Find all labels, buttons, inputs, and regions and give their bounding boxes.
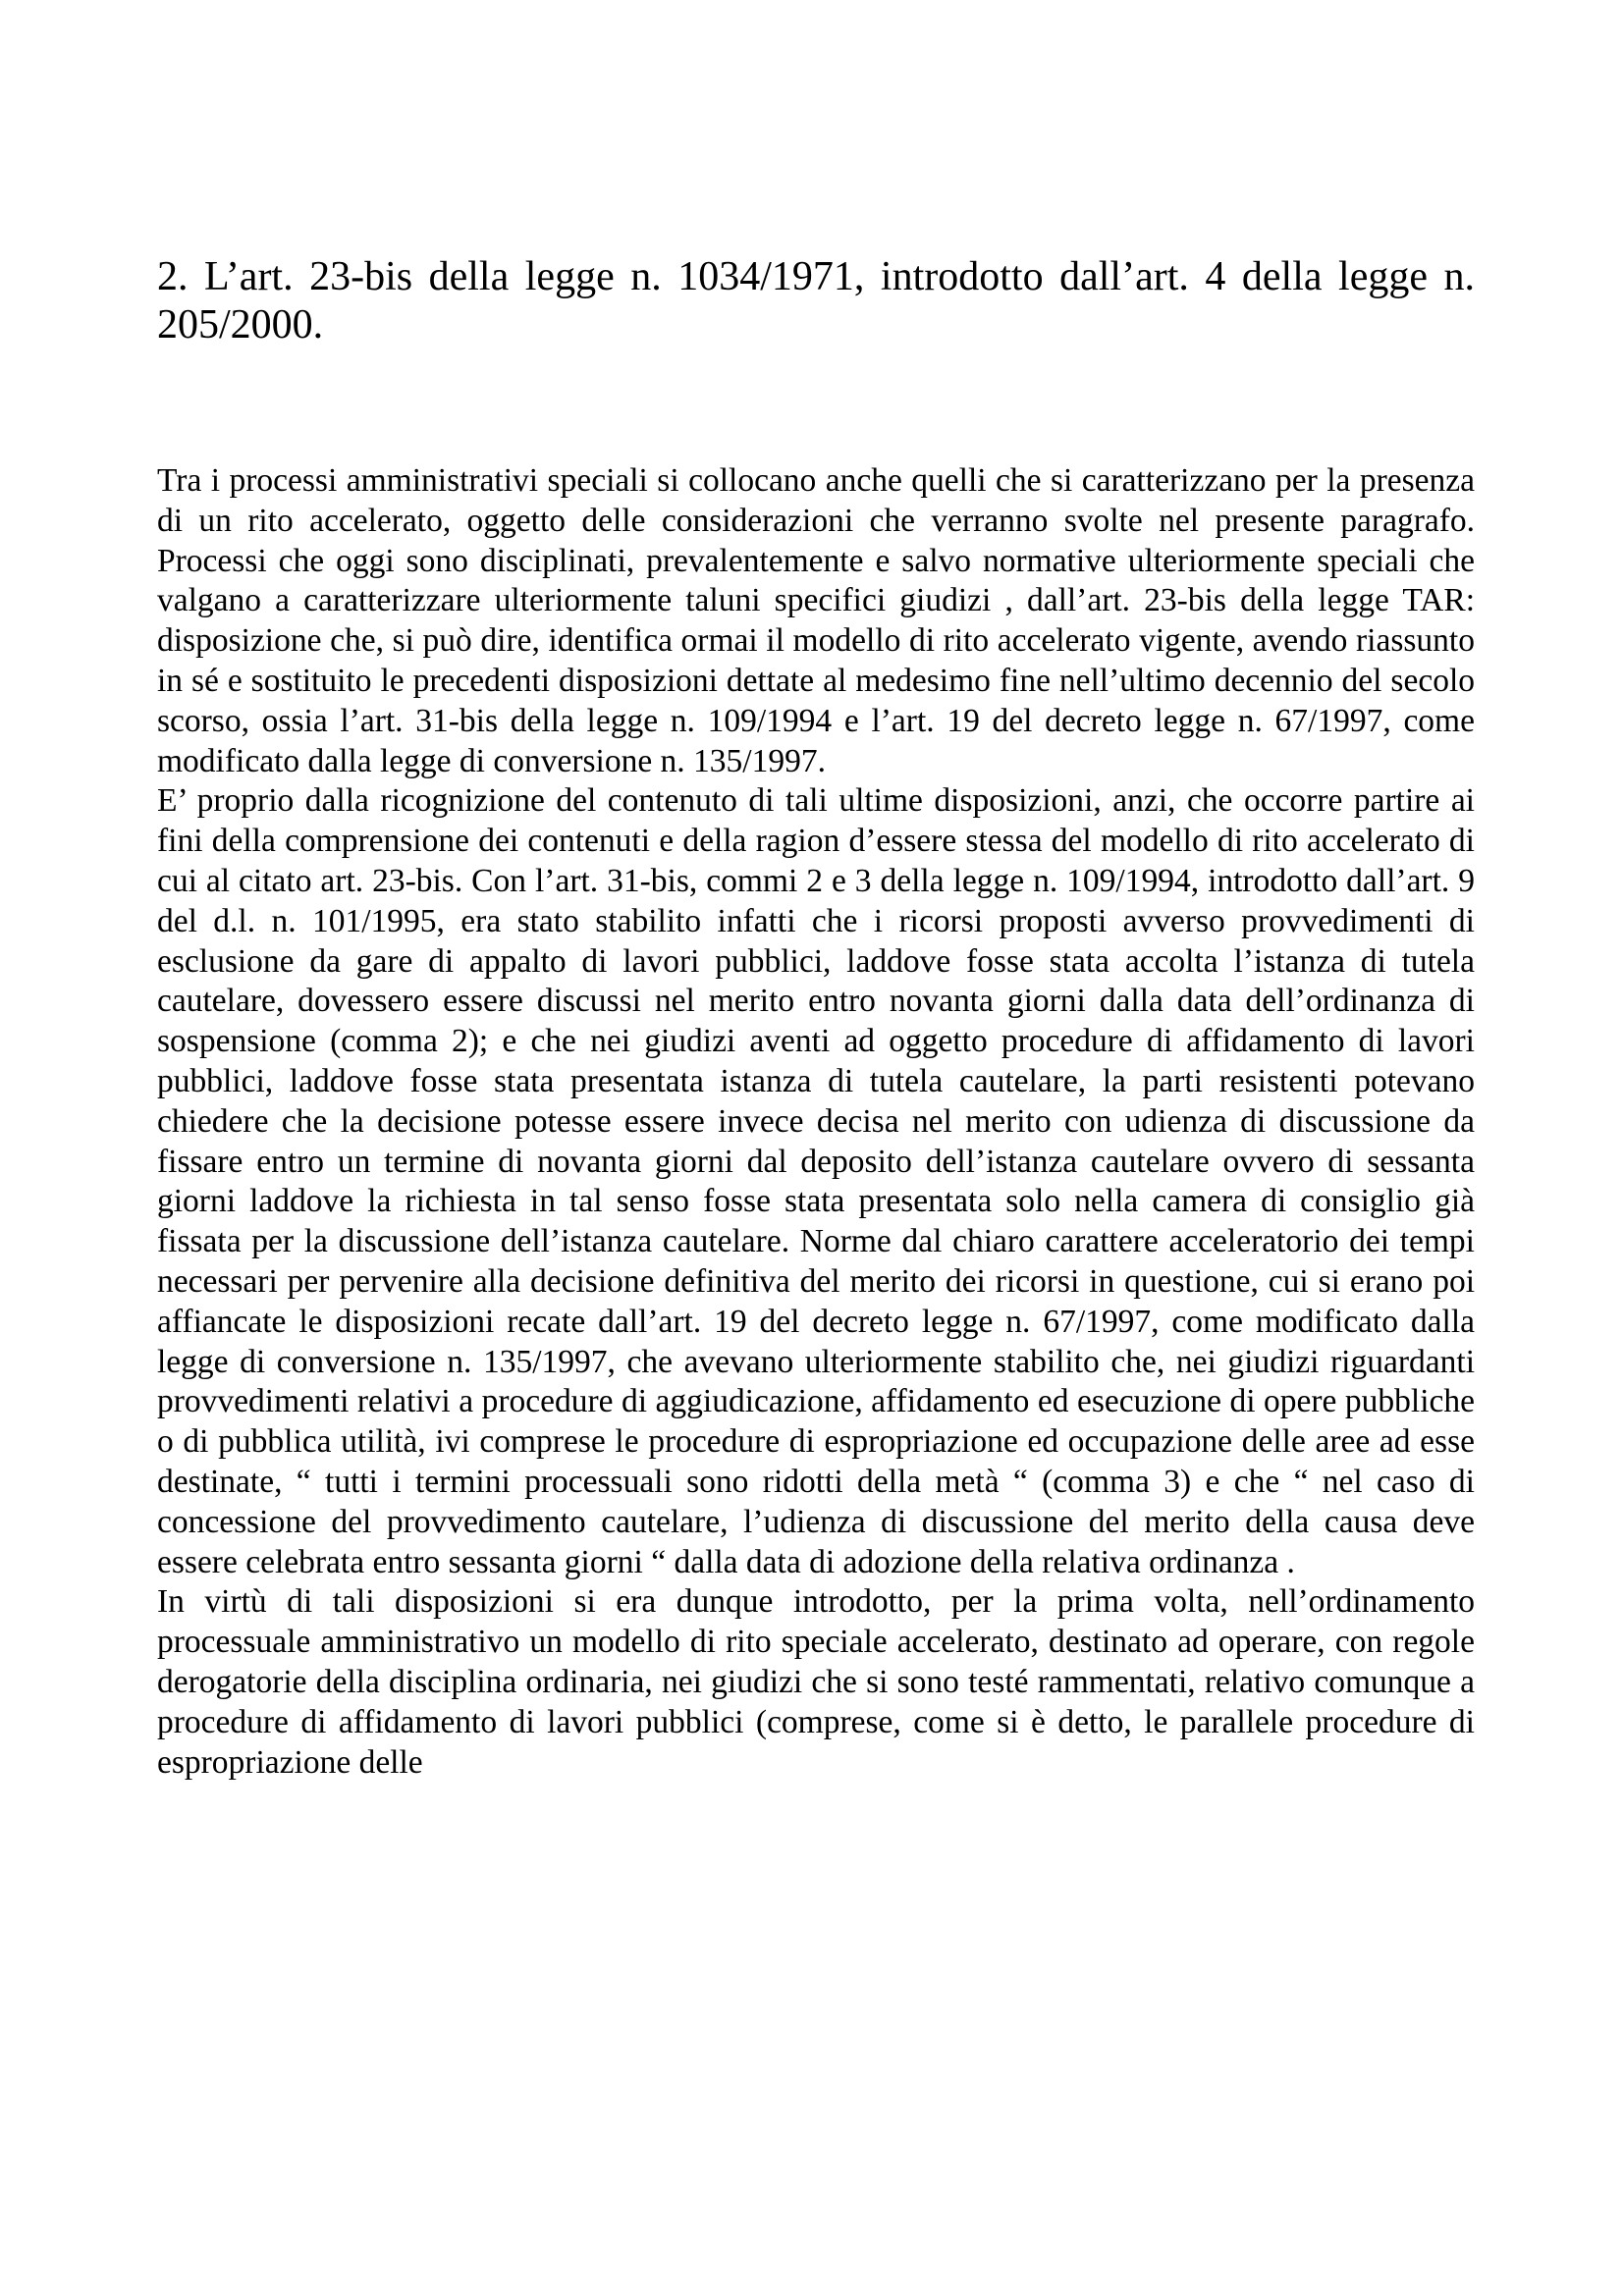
section-heading: 2. L’art. 23-bis della legge n. 1034/1971, introdotto dall’art. 4 della legge n. 205/2000. bbox=[157, 254, 1475, 347]
body-text bbox=[157, 461, 1475, 1783]
paragraph-3: In virtù di tali disposizioni si era dunque introdotto, per la prima volta, nell’ordinamento processuale amministrativo un modello di rito speciale accelerato, destinato ad operare, con regole derogatorie della disciplina ordinaria, nei giudizi che si sono testé rammentati, relativo comunque a procedure di affidamento di lavori pubblici (comprese, come si è detto, le parallele procedure di espropriazione delle bbox=[157, 1583, 1475, 1781]
paragraph-1: Tra i processi amministrativi speciali si collocano anche quelli che si caratterizzano per la presenza di un rito accelerato, oggetto delle considerazioni che verranno svolte nel presente paragrafo. Processi che oggi sono disciplinati, prevalentemente e salvo normative ulteriormente speciali che valgano a caratterizzare ulteriormente taluni specifici giudizi , dall’art. 23-bis della legge TAR: disposizione che, si può dire, identifica ormai il modello di rito accelerato vigente, avendo riassunto in sé e sostituito le precedenti disposizioni dettate al medesimo fine nell’ultimo decennio del secolo scorso, ossia l’art. 31-bis della legge n. 109/1994 e l’art. 19 del decreto legge n. 67/1997, come modificato dalla legge di conversione n. 135/1997. bbox=[157, 462, 1475, 779]
paragraph-2: E’ proprio dalla ricognizione del contenuto di tali ultime disposizioni, anzi, che occorre partire ai fini della comprensione dei contenuti e della ragion d’essere stessa del modello di rito accelerato di cui al citato art. 23-bis. Con l’art. 31-bis, commi 2 e 3 della legge n. 109/1994, introdotto dall’art. 9 del d.l. n. 101/1995, era stato stabilito infatti che i ricorsi proposti avverso provvedimenti di esclusione da gare di appalto di lavori pubblici, laddove fosse stata accolta l’istanza di tutela cautelare, dovessero essere discussi nel merito entro novanta giorni dalla data dell’ordinanza di sospensione (comma 2); e che nei giudizi aventi ad oggetto procedure di affidamento di lavori pubblici, laddove fosse stata presentata istanza di tutela cautelare, la parti resistenti potevano chiedere che la decisione potesse essere invece decisa nel merito con udienza di discussione da fissare entro un termine di novanta giorni dal deposito dell’istanza cautelare ovvero di sessanta giorni laddove la richiesta in tal senso fosse stata presentata solo nella camera di consiglio già fissata per la discussione dell’istanza cautelare. Norme dal chiaro carattere acceleratorio dei tempi necessari per pervenire alla decisione definitiva del merito dei ricorsi in questione, cui si erano poi affiancate le disposizioni recate dall’art. 19 del decreto legge n. 67/1997, come modificato dalla legge di conversione n. 135/1997, che avevano ulteriormente stabilito che, nei giudizi riguardanti provvedimenti relativi a procedure di aggiudicazione, affidamento ed esecuzione di opere pubbliche o di pubblica utilità, ivi comprese le procedure di espropriazione ed occupazione delle aree ad esse destinate, “ tutti i termini processuali sono ridotti della metà “ (comma 3) e che “ nel caso di concessione del provvedimento cautelare, l’udienza di discussione del merito della causa deve essere celebrata entro sessanta giorni “ dalla data di adozione della relativa ordinanza . bbox=[157, 782, 1475, 1580]
